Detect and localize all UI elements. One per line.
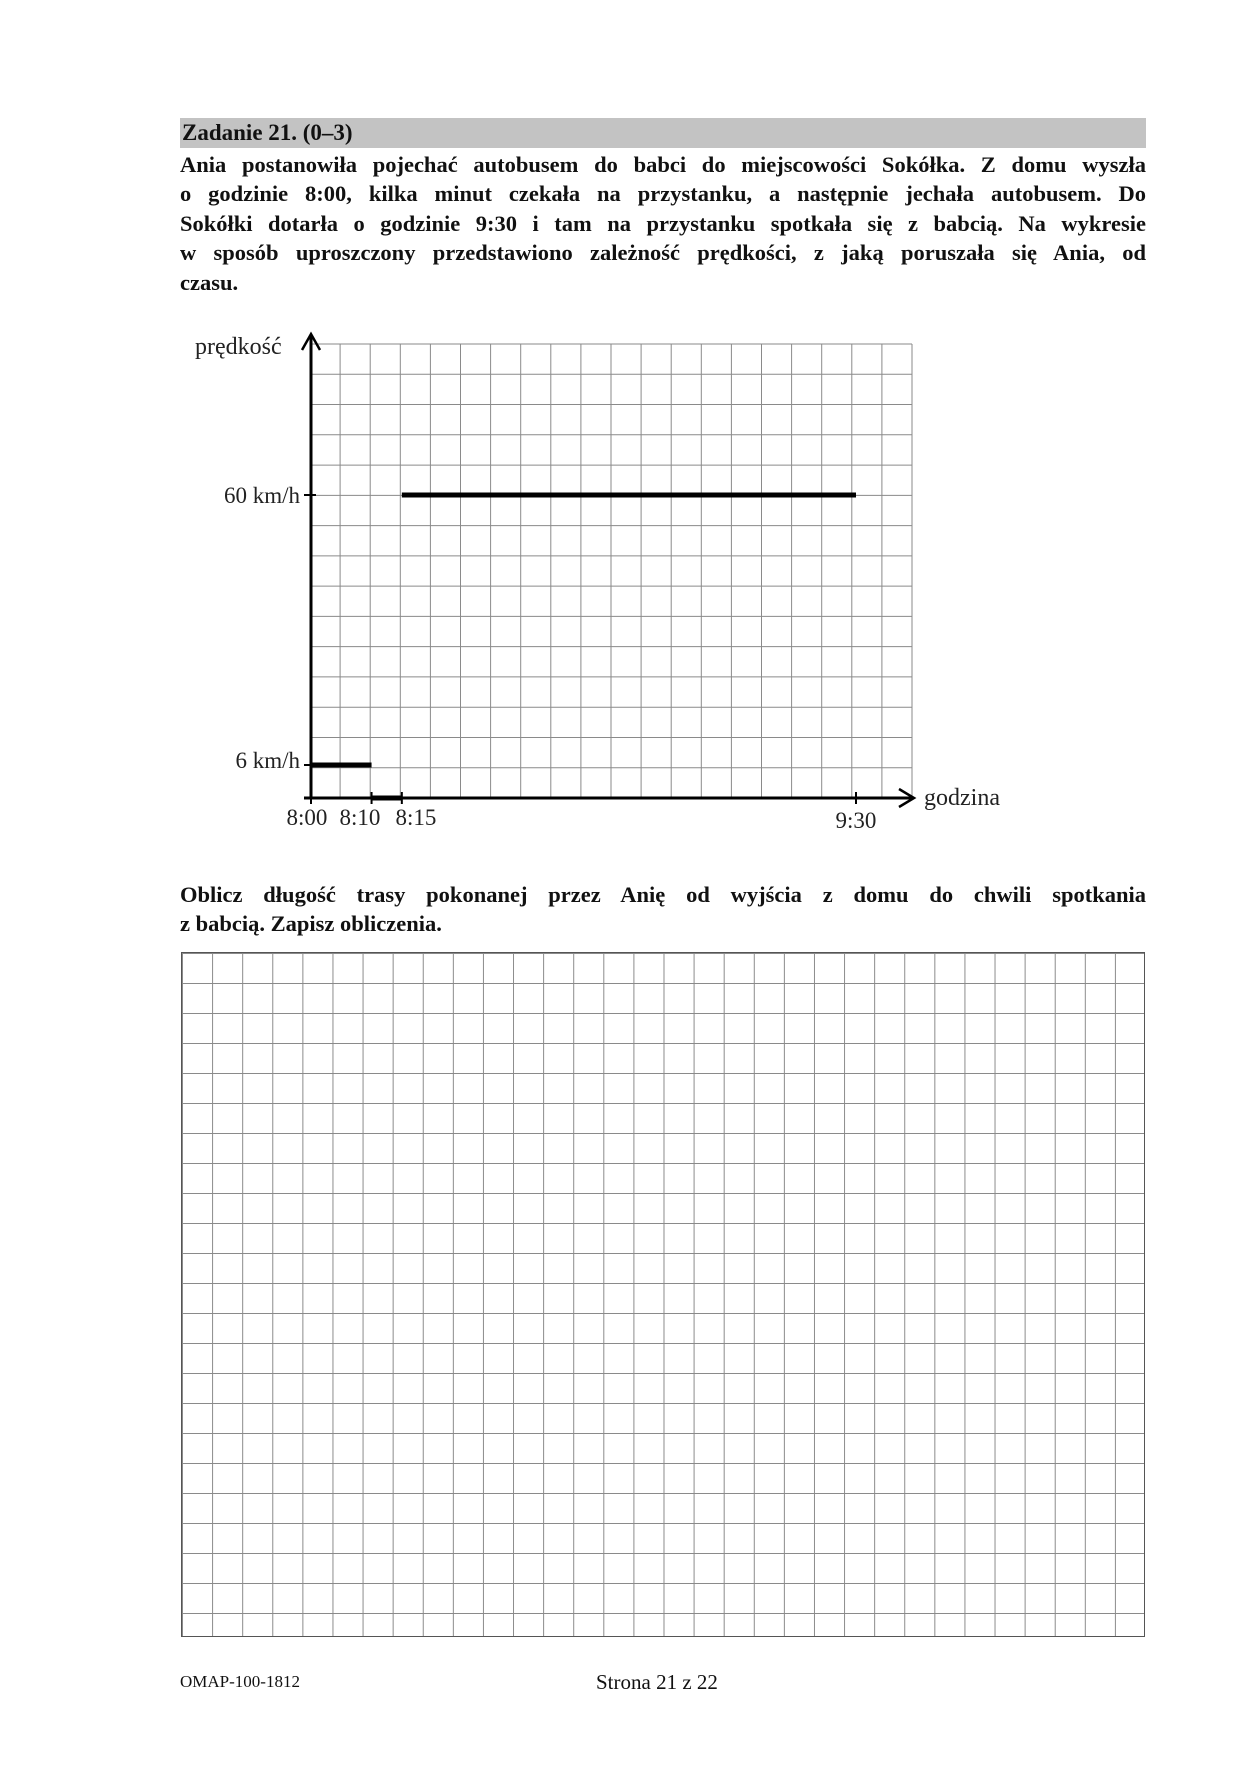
speed-time-chart (180, 320, 1020, 840)
task-title: Zadanie 21. (0–3) (182, 120, 353, 145)
x-tick-label: 8:15 (395, 805, 437, 830)
chart-grid (310, 344, 912, 798)
intro-line: czasu. (180, 269, 239, 295)
x-tick-label: 8:00 (286, 805, 328, 830)
x-axis-label: godzina (924, 785, 1000, 811)
exam-code: OMAP-100-1812 (180, 1672, 300, 1691)
intro-line: w sposób uproszczony przedstawiono zależność prędkości, z jaką poruszała się Ania, od (180, 240, 1146, 266)
task-header-bar (180, 118, 1146, 148)
y-tick-label: 6 km/h (235, 748, 300, 773)
intro-line: Sokółki dotarła o godzinie 9:30 i tam na przystanku spotkała się z babcią. Na wykresie (180, 210, 1146, 236)
y-axis-label: prędkość (195, 334, 282, 360)
question-line: z babcią. Zapisz obliczenia. (180, 911, 442, 937)
x-tick-label: 9:30 (835, 808, 877, 833)
task-question (180, 880, 1146, 939)
question-line: Oblicz długość trasy pokonanej przez Anię od wyjścia z domu do chwili spotkania (180, 882, 1146, 907)
intro-line: o godzinie 8:00, kilka minut czekała na przystanku, a następnie jechała autobusem. Do (180, 181, 1146, 207)
x-tick-label: 8:10 (339, 805, 381, 830)
y-tick-label: 60 km/h (223, 483, 300, 508)
answer-grid[interactable] (181, 952, 1145, 1637)
task-intro (180, 150, 1146, 297)
page-number: Strona 21 z 22 (596, 1670, 718, 1694)
intro-line: Ania postanowiła pojechać autobusem do babci do miejscowości Sokółka. Z domu wyszła (180, 152, 1146, 177)
